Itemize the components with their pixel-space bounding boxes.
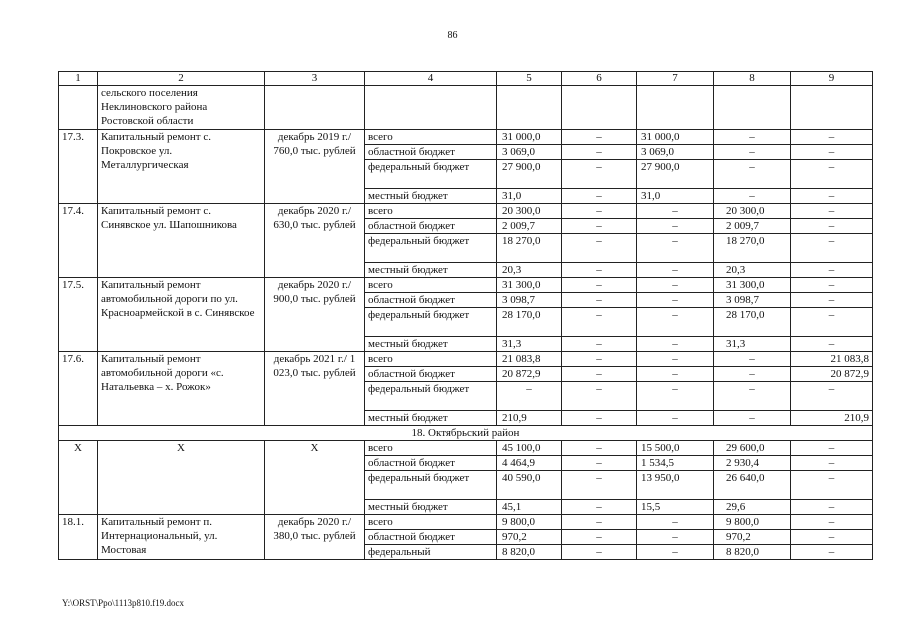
funding-source-cell: местный бюджет <box>365 189 497 204</box>
budget-line-row <box>59 515 873 530</box>
amount-cell: – <box>791 130 873 145</box>
object-name-cell: Капитальный ремонт автомобильной дороги «с. Натальевка – х. Рожок» <box>98 352 265 426</box>
item-number-cell: X <box>59 441 98 515</box>
budget-line-row <box>59 441 873 456</box>
column-number-header: 9 <box>791 72 873 86</box>
amount-cell: 20,3 <box>497 263 562 278</box>
budget-line-row <box>59 352 873 367</box>
object-name-cell: X <box>98 441 265 515</box>
funding-source-cell: местный бюджет <box>365 500 497 515</box>
amount-cell: – <box>714 160 791 189</box>
header-row <box>59 72 873 86</box>
empty-cell <box>265 86 365 130</box>
amount-cell: – <box>714 367 791 382</box>
amount-cell: – <box>562 471 637 500</box>
amount-cell: 21 083,8 <box>791 352 873 367</box>
column-number-header: 8 <box>714 72 791 86</box>
amount-cell: – <box>791 515 873 530</box>
amount-cell: 8 820,0 <box>497 545 562 560</box>
amount-cell: 45 100,0 <box>497 441 562 456</box>
amount-cell: – <box>791 545 873 560</box>
amount-cell: – <box>562 160 637 189</box>
amount-cell: 18 270,0 <box>714 234 791 263</box>
amount-cell: – <box>791 456 873 471</box>
budget-line-row <box>59 278 873 293</box>
amount-cell: – <box>637 308 714 337</box>
amount-cell: 15,5 <box>637 500 714 515</box>
amount-cell: 3 098,7 <box>497 293 562 308</box>
amount-cell: 13 950,0 <box>637 471 714 500</box>
empty-cell <box>637 86 714 130</box>
term-cost-cell: декабрь 2020 г./ 900,0 тыс. рублей <box>265 278 365 352</box>
amount-cell: – <box>791 293 873 308</box>
table-body <box>59 72 873 560</box>
amount-cell: – <box>562 411 637 426</box>
funding-source-cell: областной бюджет <box>365 145 497 160</box>
amount-cell: 28 170,0 <box>497 308 562 337</box>
object-name-cell: Капитальный ремонт п. Интернациональный, ул. Мостовая <box>98 515 265 560</box>
funding-source-cell: областной бюджет <box>365 293 497 308</box>
funding-source-cell: местный бюджет <box>365 263 497 278</box>
amount-cell: 15 500,0 <box>637 441 714 456</box>
column-number-header: 4 <box>365 72 497 86</box>
amount-cell: 28 170,0 <box>714 308 791 337</box>
section-title: 18. Октябрьский район <box>59 426 873 441</box>
amount-cell: 27 900,0 <box>637 160 714 189</box>
amount-cell: – <box>562 263 637 278</box>
amount-cell: 8 820,0 <box>714 545 791 560</box>
amount-cell: – <box>791 278 873 293</box>
amount-cell: 26 640,0 <box>714 471 791 500</box>
amount-cell: – <box>637 367 714 382</box>
amount-cell: – <box>791 530 873 545</box>
amount-cell: 18 270,0 <box>497 234 562 263</box>
amount-cell: 31,3 <box>497 337 562 352</box>
amount-cell: – <box>791 337 873 352</box>
file-path-footer: Y:\ORST\Ppo\1113p810.f19.docx <box>62 598 185 608</box>
column-number-header: 1 <box>59 72 98 86</box>
amount-cell: – <box>637 204 714 219</box>
amount-cell: 31 000,0 <box>497 130 562 145</box>
amount-cell: – <box>562 382 637 411</box>
amount-cell: – <box>562 130 637 145</box>
amount-cell: – <box>791 145 873 160</box>
amount-cell: 3 069,0 <box>637 145 714 160</box>
amount-cell: – <box>637 234 714 263</box>
funding-source-cell: федеральный бюджет <box>365 382 497 411</box>
amount-cell: – <box>791 471 873 500</box>
amount-cell: – <box>562 204 637 219</box>
amount-cell: 2 930,4 <box>714 456 791 471</box>
amount-cell: – <box>791 263 873 278</box>
amount-cell: 31 300,0 <box>714 278 791 293</box>
empty-cell <box>714 86 791 130</box>
amount-cell: – <box>562 456 637 471</box>
empty-cell <box>497 86 562 130</box>
amount-cell: – <box>497 382 562 411</box>
amount-cell: 3 069,0 <box>497 145 562 160</box>
page-number: 86 <box>447 30 458 41</box>
amount-cell: 970,2 <box>497 530 562 545</box>
amount-cell: – <box>637 545 714 560</box>
term-cost-cell: декабрь 2020 г./ 380,0 тыс. рублей <box>265 515 365 560</box>
amount-cell: – <box>791 219 873 234</box>
amount-cell: 20 872,9 <box>791 367 873 382</box>
empty-cell <box>562 86 637 130</box>
amount-cell: – <box>562 219 637 234</box>
funding-source-cell: всего <box>365 515 497 530</box>
amount-cell: 2 009,7 <box>497 219 562 234</box>
amount-cell: – <box>562 352 637 367</box>
funding-source-cell: областной бюджет <box>365 219 497 234</box>
budget-table <box>58 71 873 560</box>
amount-cell: 9 800,0 <box>497 515 562 530</box>
amount-cell: 29,6 <box>714 500 791 515</box>
amount-cell: 31 000,0 <box>637 130 714 145</box>
amount-cell: – <box>562 234 637 263</box>
funding-source-cell: областной бюджет <box>365 456 497 471</box>
funding-source-cell: федеральный <box>365 545 497 560</box>
amount-cell: – <box>791 382 873 411</box>
amount-cell: – <box>562 337 637 352</box>
section-row <box>59 426 873 441</box>
funding-source-cell: всего <box>365 130 497 145</box>
amount-cell: 9 800,0 <box>714 515 791 530</box>
funding-source-cell: федеральный бюджет <box>365 160 497 189</box>
term-cost-cell: декабрь 2021 г./ 1 023,0 тыс. рублей <box>265 352 365 426</box>
amount-cell: – <box>637 411 714 426</box>
funding-source-cell: всего <box>365 204 497 219</box>
amount-cell: – <box>562 500 637 515</box>
continuation-row <box>59 86 873 130</box>
term-cost-cell: декабрь 2020 г./ 630,0 тыс. рублей <box>265 204 365 278</box>
item-number-cell: 18.1. <box>59 515 98 560</box>
amount-cell: 45,1 <box>497 500 562 515</box>
object-name-cell: сельского поселения Неклиновского района Ростовской области <box>98 86 265 130</box>
funding-source-cell: всего <box>365 278 497 293</box>
amount-cell: – <box>562 367 637 382</box>
amount-cell: – <box>637 278 714 293</box>
amount-cell: – <box>562 441 637 456</box>
amount-cell: – <box>562 308 637 337</box>
object-name-cell: Капитальный ремонт с. Покровское ул. Металлургическая <box>98 130 265 204</box>
amount-cell: – <box>562 145 637 160</box>
funding-source-cell: федеральный бюджет <box>365 471 497 500</box>
amount-cell: – <box>637 352 714 367</box>
item-number-cell: 17.4. <box>59 204 98 278</box>
column-number-header: 3 <box>265 72 365 86</box>
amount-cell: 4 464,9 <box>497 456 562 471</box>
amount-cell: – <box>791 441 873 456</box>
amount-cell: – <box>791 189 873 204</box>
budget-line-row <box>59 204 873 219</box>
amount-cell: – <box>791 234 873 263</box>
amount-cell: 2 009,7 <box>714 219 791 234</box>
item-number-cell: 17.6. <box>59 352 98 426</box>
item-number-cell: 17.5. <box>59 278 98 352</box>
column-number-header: 6 <box>562 72 637 86</box>
amount-cell: – <box>637 293 714 308</box>
term-cost-cell: декабрь 2019 г./ 760,0 тыс. рублей <box>265 130 365 204</box>
amount-cell: 40 590,0 <box>497 471 562 500</box>
column-number-header: 2 <box>98 72 265 86</box>
amount-cell: 970,2 <box>714 530 791 545</box>
empty-cell <box>365 86 497 130</box>
funding-source-cell: областной бюджет <box>365 530 497 545</box>
amount-cell: – <box>637 530 714 545</box>
object-name-cell: Капитальный ремонт автомобильной дороги по ул. Красноармейской в с. Синявское <box>98 278 265 352</box>
amount-cell: – <box>637 337 714 352</box>
amount-cell: 31,0 <box>497 189 562 204</box>
amount-cell: – <box>791 500 873 515</box>
funding-source-cell: областной бюджет <box>365 367 497 382</box>
amount-cell: – <box>562 545 637 560</box>
amount-cell: – <box>791 160 873 189</box>
empty-cell <box>791 86 873 130</box>
item-number-cell: 17.3. <box>59 130 98 204</box>
amount-cell: – <box>791 308 873 337</box>
funding-source-cell: федеральный бюджет <box>365 308 497 337</box>
amount-cell: – <box>714 145 791 160</box>
amount-cell: – <box>714 130 791 145</box>
amount-cell: 31,0 <box>637 189 714 204</box>
amount-cell: 29 600,0 <box>714 441 791 456</box>
funding-source-cell: местный бюджет <box>365 337 497 352</box>
amount-cell: – <box>637 382 714 411</box>
amount-cell: 20,3 <box>714 263 791 278</box>
amount-cell: 210,9 <box>791 411 873 426</box>
term-cost-cell: X <box>265 441 365 515</box>
amount-cell: – <box>562 293 637 308</box>
amount-cell: – <box>791 204 873 219</box>
amount-cell: 210,9 <box>497 411 562 426</box>
amount-cell: – <box>562 278 637 293</box>
amount-cell: – <box>637 263 714 278</box>
funding-source-cell: всего <box>365 352 497 367</box>
amount-cell: – <box>714 382 791 411</box>
amount-cell: 1 534,5 <box>637 456 714 471</box>
amount-cell: 3 098,7 <box>714 293 791 308</box>
amount-cell: 31 300,0 <box>497 278 562 293</box>
funding-source-cell: местный бюджет <box>365 411 497 426</box>
column-number-header: 7 <box>637 72 714 86</box>
empty-cell <box>59 86 98 130</box>
amount-cell: 21 083,8 <box>497 352 562 367</box>
amount-cell: – <box>637 219 714 234</box>
amount-cell: 20 300,0 <box>497 204 562 219</box>
amount-cell: 27 900,0 <box>497 160 562 189</box>
amount-cell: – <box>562 189 637 204</box>
amount-cell: – <box>714 189 791 204</box>
amount-cell: 20 872,9 <box>497 367 562 382</box>
funding-source-cell: федеральный бюджет <box>365 234 497 263</box>
amount-cell: – <box>714 352 791 367</box>
budget-line-row <box>59 130 873 145</box>
amount-cell: 20 300,0 <box>714 204 791 219</box>
amount-cell: – <box>562 515 637 530</box>
object-name-cell: Капитальный ремонт с. Синявское ул. Шапошникова <box>98 204 265 278</box>
column-number-header: 5 <box>497 72 562 86</box>
amount-cell: 31,3 <box>714 337 791 352</box>
amount-cell: – <box>562 530 637 545</box>
amount-cell: – <box>637 515 714 530</box>
amount-cell: – <box>714 411 791 426</box>
funding-source-cell: всего <box>365 441 497 456</box>
